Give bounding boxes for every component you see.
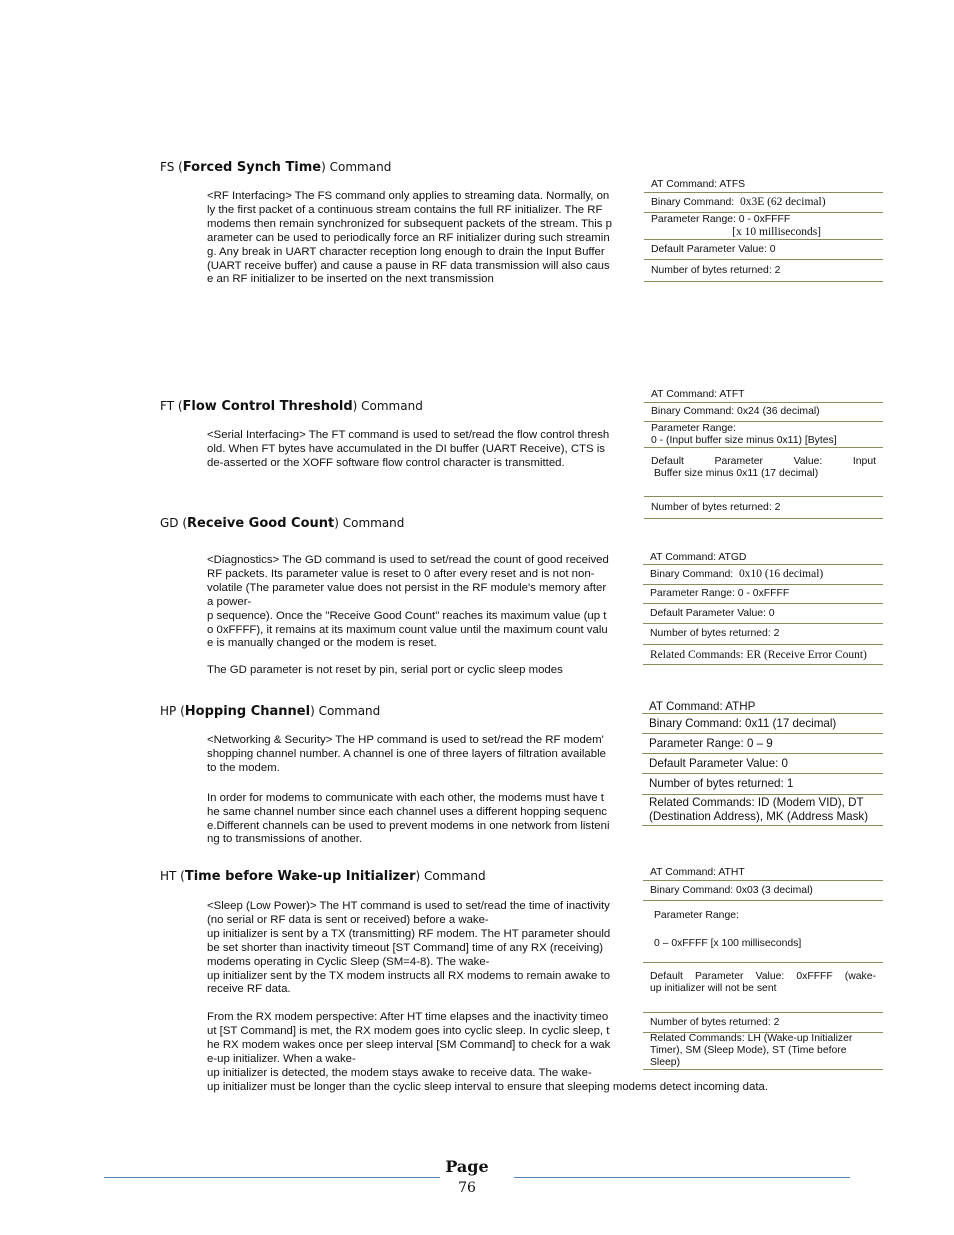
table-row-related: Related Commands: LH (Wake-up Initializer Timer), SM (Sleep Mode), ST (Time before Sleep) [643, 1033, 883, 1070]
description-gd [207, 554, 631, 678]
table-row-range: Parameter Range: 0 - (Input buffer size minus 0x11) [Bytes] [644, 422, 883, 448]
table-row-default: Default Parameter Value: 0xFFFF (wake- up initializer will not be sent [643, 963, 883, 1013]
footer-rule-right [514, 1177, 850, 1178]
footer-page-number: 76 [458, 1180, 476, 1196]
table-row-bytes: Number of bytes returned: 2 [644, 497, 883, 519]
section-title-ht: HT (Time before Wake-up Initializer) Command [160, 869, 486, 884]
paragraph: In order for modems to communicate with each other, the modems must have t he same channel number since each channel uses a different hopping sequenc e.Different channels can be used to prevent modems in one network from listeni ng to transmissions of another. [207, 791, 610, 846]
section-title-fs: FS (Forced Synch Time) Command [160, 160, 392, 175]
command-name-gd: Receive Good Count [187, 516, 335, 531]
command-name-hp: Hopping Channel [184, 704, 311, 719]
table-row-default: Default Parameter Value: 0 [643, 604, 883, 624]
section-title-ft: FT (Flow Control Threshold) Command [160, 399, 423, 414]
table-row-related: Related Commands: ER (Receive Error Count) [643, 645, 883, 665]
table-row-range: Parameter Range: 0 – 0xFFFF [x 100 milliseconds] [643, 901, 883, 963]
table-row-binary: Binary Command: 0x11 (17 decimal) [642, 714, 883, 734]
table-row-at-command: AT Command: ATFS [644, 178, 883, 193]
paragraph: <RF Interfacing> The FS command only applies to streaming data. Normally, on ly the first packet of a continuous stream contains the full RF initializer. The RF modems then remain synchronized for subsequent packets of the stream. This p arameter can be used to periodically force an RF initializer during such streamin g. Any break in UART character reception long enough to drain the Input Buffer (UART receive buffer) and cause a pause in RF data transmission will also caus e an RF initializer to be inserted on the next transmission [207, 190, 612, 286]
paragraph: <Serial Interfacing> The FT command is used to set/read the flow control thresh old. When FT bytes have accumulated in the DI buffer (UART Receive), CTS is de-asserted or the XOFF software flow control character is transmitted. [207, 429, 610, 469]
paragraph: <Sleep (Low Power)> The HT command is used to set/read the time of inactivity (no serial or RF data is sent or received) before a wake- up initializer is sent by a TX (transmitting) RF modem. The HT parameter should be set shorter than inactivity timeout [ST Command] time of any RX (receiving) modems operating in Cyclic Sleep (SM=4-8). The wake- up initializer sent by the TX modem instructs all RX modems to remain awake to receive RF data. [207, 900, 611, 996]
table-row-range: Parameter Range: 0 - 0xFFFF [x 10 milliseconds] [644, 213, 883, 240]
table-row-at-command: AT Command: ATHP [642, 700, 883, 714]
footer-page-label: Page [445, 1157, 489, 1176]
description-fs [207, 190, 631, 287]
table-row-at-command: AT Command: ATFT [644, 388, 883, 403]
table-row-at-command: AT Command: ATGD [643, 551, 883, 565]
command-table-gd [643, 551, 883, 665]
paragraph: The GD parameter is not reset by pin, serial port or cyclic sleep modes [207, 664, 563, 677]
paragraph: <Diagnostics> The GD command is used to set/read the count of good received RF packets. Its parameter value is reset to 0 after every reset and is not non- volatile (The parameter value does not persist in the RF module's memory after a power- p sequence). Once the "Receive Good Count" reaches its maximum value (up t o 0xFFFF), it remains at its maximum count value until the maximum count valu e is manually changed or the modem is reset. [207, 554, 609, 650]
command-name-fs: Forced Synch Time [182, 160, 322, 175]
description-ft [207, 429, 631, 471]
paragraph: <Networking & Security> The HP command is used to set/read the RF modem' shopping channel number. A channel is one of three layers of filtration available to the modem. [207, 734, 606, 774]
table-row-bytes: Number of bytes returned: 1 [642, 774, 883, 795]
section-title-hp: HP (Hopping Channel) Command [160, 704, 381, 719]
table-row-at-command: AT Command: ATHT [643, 866, 883, 881]
command-table-ft [644, 388, 883, 519]
table-row-bytes: Number of bytes returned: 2 [643, 1013, 883, 1033]
table-row-default: Default Parameter Value: 0 [642, 754, 883, 774]
table-row-range: Parameter Range: 0 - 0xFFFF [643, 585, 883, 604]
paragraph: From the RX modem perspective: After HT time elapses and the inactivity timeo ut [ST Command] is met, the RX modem goes into cyclic sleep. In cyclic sleep, t he RX modem wakes once per sleep interval [SM Command] to check for a wak e-up initializer. When a wake- up initializer is detected, the modem stays awake to receive data. The wake- up initializer must be longer than the cyclic sleep interval to ensure that sleeping modems detect incoming data. [207, 1011, 768, 1093]
table-row-binary: Binary Command: 0x10 (16 decimal) [643, 565, 883, 585]
table-row-default: Default Parameter Value: 0 [644, 240, 883, 260]
table-row-binary: Binary Command: 0x03 (3 decimal) [643, 881, 883, 901]
table-row-range: Parameter Range: 0 – 9 [642, 734, 883, 754]
footer-rule-left [104, 1177, 440, 1178]
table-row-binary: Binary Command: 0x24 (36 decimal) [644, 403, 883, 422]
table-row-binary: Binary Command: 0x3E (62 decimal) [644, 193, 883, 213]
table-row-related: Related Commands: ID (Modem VID), DT (Destination Address), MK (Address Mask) [642, 795, 883, 826]
command-name-ft: Flow Control Threshold [182, 399, 353, 414]
command-name-ht: Time before Wake-up Initializer [184, 869, 416, 884]
table-row-default: Default Parameter Value: Input Buffer size minus 0x11 (17 decimal) [644, 448, 883, 497]
table-row-bytes: Number of bytes returned: 2 [643, 624, 883, 645]
command-table-ht [643, 866, 883, 1070]
table-row-bytes: Number of bytes returned: 2 [644, 260, 883, 282]
description-hp [207, 734, 631, 847]
command-table-hp [642, 700, 883, 826]
section-title-gd: GD (Receive Good Count) Command [160, 516, 405, 531]
command-table-fs [644, 178, 883, 282]
